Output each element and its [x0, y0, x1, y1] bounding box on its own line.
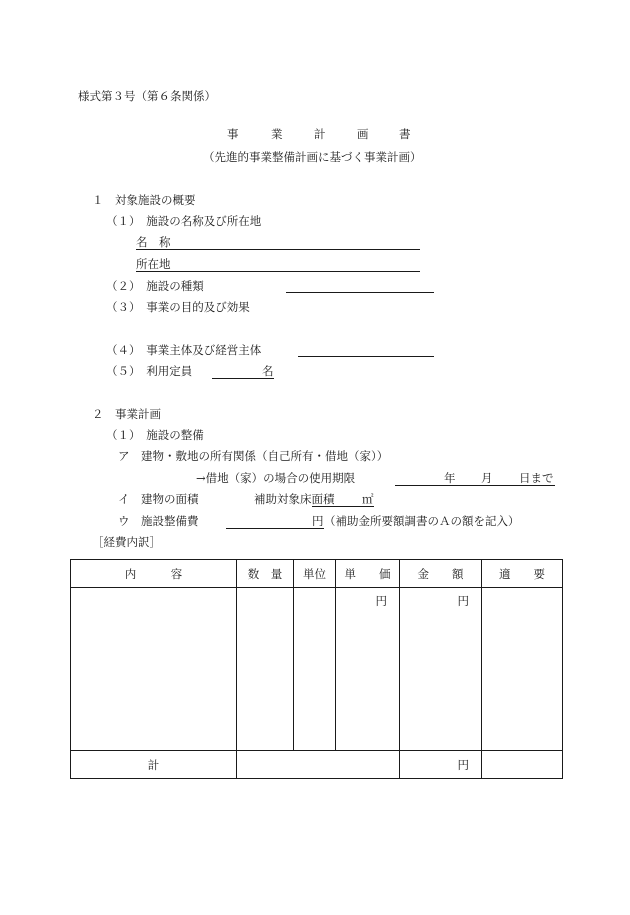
facility-address-label: 所在地	[136, 257, 171, 271]
facility-cost-field[interactable]	[226, 528, 324, 529]
unit-price-cell[interactable]: 円	[336, 588, 400, 751]
facility-name-label: 名 称	[136, 235, 171, 249]
total-amount-cell[interactable]: 円	[400, 751, 482, 779]
table-header-row	[71, 560, 563, 588]
facility-cost-label: ウ 施設整備費	[118, 514, 199, 528]
header-unit-price: 単 価	[336, 560, 400, 588]
cost-breakdown-table	[70, 559, 563, 779]
lease-period-label: →借地（家）の場合の使用期限	[196, 471, 356, 485]
title-char: 画	[357, 127, 369, 141]
header-amount: 金 額	[400, 560, 482, 588]
section1-item2: （２） 施設の種類	[106, 279, 204, 293]
unit-cell[interactable]	[294, 588, 336, 751]
title-char: 計	[314, 127, 326, 141]
header-content: 内 容	[71, 560, 237, 588]
header-unit: 単位	[294, 560, 336, 588]
facility-cost-unit: 円	[312, 514, 324, 528]
total-label: 計	[71, 751, 237, 779]
capacity-unit: 名	[262, 364, 274, 378]
area-unit: ㎡	[362, 492, 374, 506]
operator-field[interactable]	[298, 356, 434, 357]
lease-month: 月	[481, 471, 493, 485]
amount-cell[interactable]: 円	[400, 588, 482, 751]
table-row	[71, 588, 563, 751]
cost-breakdown-label: ［経費内訳］	[92, 535, 161, 549]
total-row	[71, 751, 563, 779]
section1-item4: （４） 事業主体及び経営主体	[106, 343, 262, 357]
lease-day-until: 日まで	[519, 471, 554, 485]
header-remarks: 適 要	[482, 560, 563, 588]
header-quantity: 数 量	[237, 560, 294, 588]
document-subtitle: （先進的事業整備計画に基づく事業計画）	[203, 150, 422, 164]
facility-type-field[interactable]	[286, 292, 434, 293]
title-char: 業	[271, 127, 283, 141]
remarks-cell[interactable]	[482, 588, 563, 751]
facility-name-field[interactable]	[136, 249, 420, 250]
section2-item1: （１） 施設の整備	[106, 428, 204, 442]
total-blank-cell	[237, 751, 400, 779]
facility-address-field[interactable]	[136, 271, 420, 272]
section2-heading: ２ 事業計画	[92, 407, 161, 421]
section1-item5: （５） 利用定員	[106, 364, 193, 378]
total-remarks-cell[interactable]	[482, 751, 563, 779]
capacity-field[interactable]	[212, 378, 274, 379]
section1-item1: （１） 施設の名称及び所在地	[106, 214, 262, 228]
form-number: 様式第３号（第６条関係）	[78, 89, 216, 103]
building-area-label: イ 建物の面積	[118, 492, 199, 506]
ownership-line: ア 建物・敷地の所有関係（自己所有・借地（家））	[118, 449, 389, 463]
content-cell[interactable]	[71, 588, 237, 751]
subsidy-area-label: 補助対象床面積	[254, 492, 335, 506]
quantity-cell[interactable]	[237, 588, 294, 751]
title-char: 書	[399, 127, 411, 141]
title-char: 事	[227, 127, 239, 141]
section1-heading: １ 対象施設の概要	[92, 193, 196, 207]
lease-period-field[interactable]	[395, 485, 555, 486]
section1-item3: （３） 事業の目的及び効果	[106, 300, 250, 314]
subsidy-area-field[interactable]	[312, 506, 374, 507]
lease-year: 年	[444, 471, 456, 485]
facility-cost-note: （補助金所要額調書のＡの額を記入）	[324, 514, 520, 528]
